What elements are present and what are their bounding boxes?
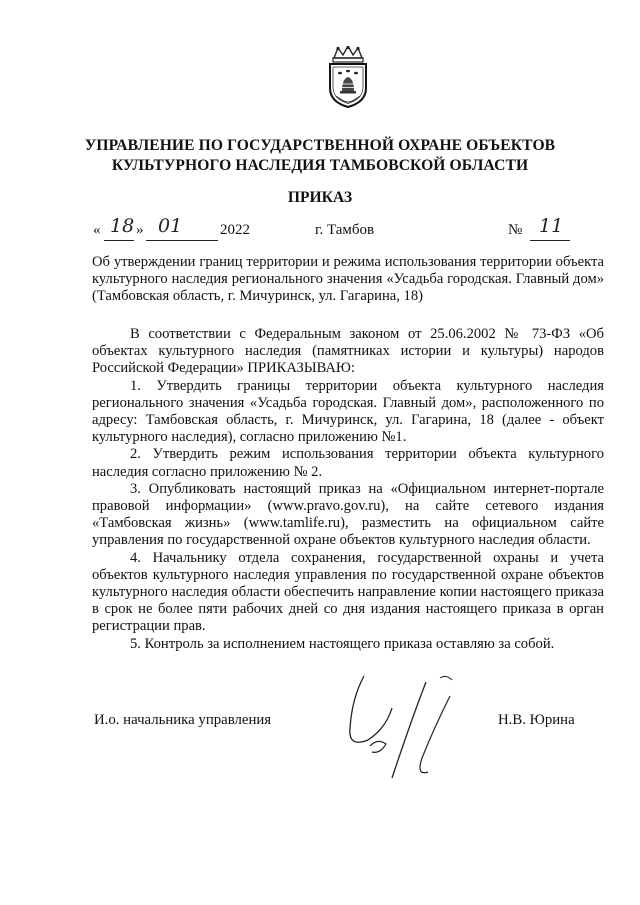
date-year: 2022 <box>220 222 250 238</box>
date-month-line <box>146 240 218 241</box>
document-subject <box>92 254 604 306</box>
organization-line-1: УПРАВЛЕНИЕ ПО ГОСУДАРСТВЕННОЙ ОХРАНЕ ОБЪЕКТОВ <box>84 137 556 154</box>
date-quote-close: » <box>136 222 144 238</box>
coat-of-arms-icon <box>326 46 370 108</box>
clause-5: 5. Контроль за исполнением настоящего приказа оставляю за собой. <box>130 635 555 652</box>
organization-line-2: КУЛЬТУРНОГО НАСЛЕДИЯ ТАМБОВСКОЙ ОБЛАСТИ <box>111 157 529 174</box>
clause-1: 1. Утвердить границы территории объекта культурного наследия регионального значения «Усадьба городская. Главный дом», расположенного по адресу: Тамбовская область, г. Мичуринск, ул. Гагарина, 18 (далее - объект культурного наследия), согласно приложению №1. <box>92 377 604 446</box>
signatory-name: Н.В. Юрина <box>498 712 575 728</box>
document-city: г. Тамбов <box>315 222 375 238</box>
organization-header <box>60 136 580 176</box>
number-sign: № <box>508 222 523 238</box>
clause-4: 4. Начальнику отдела сохранения, государственной охраны и учета объектов культурного наследия управления по государственной охране объектов культурного наследия области обеспечить направление копии настоящего приказа в срок не более пяти рабочих дней со дня издания настоящего приказа в орган регистрации прав. <box>92 549 604 635</box>
document-number-handwritten: 11 <box>539 215 564 237</box>
document-number-line <box>530 240 570 241</box>
document-type-title: ПРИКАЗ <box>287 189 353 206</box>
preamble: В соответствии с Федеральным законом от 25.06.2002 № 73-ФЗ «Об объектах культурного наследия (памятниках истории и культуры) народов Российской Федерации» ПРИКАЗЫВАЮ: <box>92 326 604 377</box>
subject-text: Об утверждении границ территории и режима использования территории объекта культурного наследия регионального значения «Усадьба городская. Главный дом» (Тамбовская область, г. Мичуринск, ул. Гагарина, 18) <box>92 254 604 305</box>
signatory-position: И.о. начальника управления <box>94 712 272 728</box>
date-month-handwritten: 01 <box>158 215 183 237</box>
handwritten-signature <box>330 668 490 788</box>
clause-2: 2. Утвердить режим использования территории объекта культурного наследия согласно приложению № 2. <box>92 446 604 480</box>
date-day-line <box>104 240 134 241</box>
document-body <box>92 326 604 653</box>
date-day-handwritten: 18 <box>110 215 135 237</box>
date-quote-open: « <box>93 222 101 238</box>
clause-3: 3. Опубликовать настоящий приказ на «Официальном интернет-портале правовой информации» (www.pravo.gov.ru), на сайте сетевого издания «Тамбовская жизнь» (www.tamlife.ru), разместить на официальном сайте управления по государственной охране объектов культурного наследия области. <box>92 480 604 549</box>
